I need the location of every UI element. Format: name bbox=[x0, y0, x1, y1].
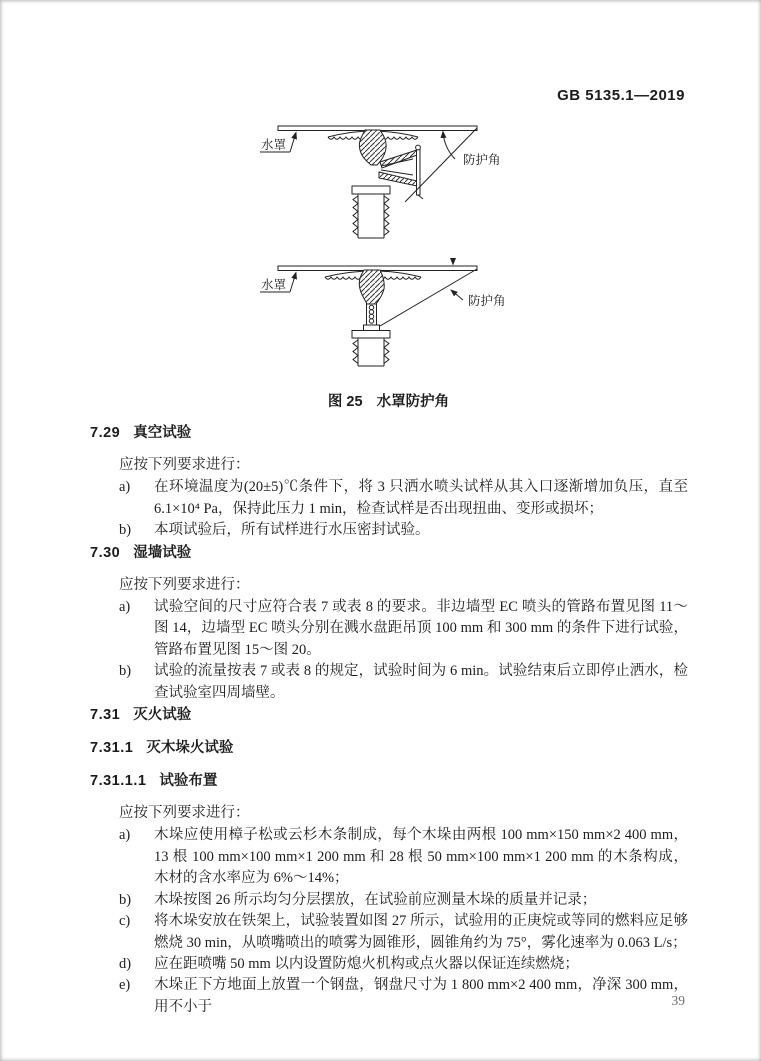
list-item bbox=[90, 661, 688, 704]
figure-caption-number: 图 25 bbox=[327, 394, 363, 410]
section-title: 湿墙试验 bbox=[133, 544, 192, 561]
protection-angle-line bbox=[380, 269, 477, 326]
item-text: 木垛应使用樟子松或云杉木条制成，每个木垛由两根 100 mm×150 mm×2 400 mm，13 根 100 mm×100 mm×1 200 mm 和 28 根 50 mm×100 mm×1 200 mm 的木条构成，木材的含水率应为 6%～14%； bbox=[154, 827, 688, 887]
item-label: a) bbox=[119, 827, 131, 844]
item-label: a) bbox=[119, 479, 131, 496]
label-leader-arrow bbox=[290, 273, 296, 293]
list-item bbox=[90, 597, 688, 661]
section-intro: 应按下列要求进行： bbox=[119, 576, 250, 593]
item-text: 应在距喷嘴 50 mm 以内设置防熄火机构或点火器以保证连续燃烧； bbox=[154, 955, 579, 972]
base-flange bbox=[352, 186, 390, 194]
item-text: 在环境温度为(20±5)℃条件下，将 3 只洒水喷头试样从其入口逐渐增加负压，直至 6.1×10⁴ Pa，保持此压力 1 min，检查试样是否出现扭曲、变形或损坏； bbox=[154, 479, 688, 517]
list-item bbox=[90, 825, 688, 889]
figure-25 bbox=[250, 112, 540, 384]
list-item bbox=[90, 890, 688, 911]
figure-25-bottom-diagram bbox=[250, 258, 540, 386]
item-label: b) bbox=[119, 663, 132, 680]
item-label: d) bbox=[119, 955, 132, 972]
figure-caption bbox=[90, 390, 687, 411]
list-item bbox=[90, 954, 688, 975]
angle-arc-arrow bbox=[443, 132, 455, 160]
section-heading-7-31-1 bbox=[90, 737, 688, 759]
item-text: 试验的流量按表 7 或表 8 的规定，试验时间为 6 min。试验结束后立即停止洒水，检查试验室四周墙壁。 bbox=[154, 663, 688, 701]
figure-caption-title: 水罩防护角 bbox=[376, 394, 450, 410]
section-number: 7.31 bbox=[90, 707, 121, 724]
sprinkler-body bbox=[359, 130, 386, 165]
angle-leader-arrow bbox=[451, 290, 463, 300]
list-item bbox=[90, 477, 688, 520]
item-text: 木垛正下方地面上放置一个钢盘，钢盘尺寸为 1 800 mm×2 400 mm，净深 300 mm，用不小于 bbox=[154, 977, 688, 1015]
section-number: 7.31.1.1 bbox=[90, 773, 147, 790]
section-heading-7-30 bbox=[90, 542, 688, 564]
item-label: a) bbox=[119, 599, 131, 616]
section-number: 7.29 bbox=[90, 425, 121, 441]
section-title: 灭木垛火试验 bbox=[146, 740, 234, 757]
list-item bbox=[90, 520, 688, 541]
sprinkler-body bbox=[359, 270, 384, 304]
base-flange bbox=[352, 331, 390, 339]
item-label: b) bbox=[119, 891, 132, 908]
section-heading-7-31 bbox=[90, 704, 688, 726]
page-number: 39 bbox=[671, 993, 685, 1008]
stem-flange bbox=[364, 325, 380, 331]
water-shield-label: 水罩 bbox=[261, 138, 287, 152]
item-label: e) bbox=[119, 977, 131, 994]
document-body bbox=[90, 422, 688, 1018]
water-shield-label: 水罩 bbox=[261, 278, 287, 292]
protection-angle-label: 防护角 bbox=[468, 294, 506, 308]
section-heading-7-31-1-1 bbox=[90, 770, 688, 792]
figure-25-top-diagram bbox=[250, 112, 540, 252]
item-text: 试验空间的尺寸应符合表 7 或表 8 的要求。非边墙型 EC 喷头的管路布置见图 11～图 14，边墙型 EC 喷头分别在溅水盘距吊顶 100 mm 和 300 mm 的条件下进行试验，管路布置见图 15～图 20。 bbox=[154, 599, 688, 658]
section-intro: 应按下列要求进行： bbox=[119, 457, 250, 473]
frame-arm-lower bbox=[379, 172, 417, 186]
standard-number: GB 5135.1—2019 bbox=[557, 87, 685, 104]
pin-hook bbox=[418, 195, 423, 199]
section-title: 真空试验 bbox=[133, 425, 192, 441]
pin-cap bbox=[416, 145, 421, 150]
section-heading-7-29 bbox=[90, 422, 688, 444]
section-number: 7.30 bbox=[90, 544, 121, 561]
section-number: 7.31.1 bbox=[90, 740, 134, 757]
label-leader-arrow bbox=[290, 133, 296, 153]
item-text: 将木垛安放在铁架上，试验装置如图 27 所示，试验用的正庚烷或等同的燃料应足够燃烧 30 min，从喷嘴喷出的喷雾为圆锥形，圆锥角约为 75°，雾化速率为 0.063 L/s； bbox=[154, 913, 688, 951]
item-label: b) bbox=[119, 522, 132, 539]
protection-angle-label: 防护角 bbox=[463, 153, 501, 167]
item-text: 本项试验后，所有试样进行水压密封试验。 bbox=[154, 522, 430, 539]
list-item bbox=[90, 975, 688, 1018]
section-title: 灭火试验 bbox=[133, 707, 192, 724]
item-text: 木垛按图 26 所示均匀分层摆放，在试验前应测量木垛的质量并记录； bbox=[154, 891, 597, 908]
section-intro: 应按下列要求进行： bbox=[119, 805, 250, 822]
list-item bbox=[90, 911, 688, 954]
section-title: 试验布置 bbox=[159, 773, 218, 790]
item-label: c) bbox=[119, 913, 131, 930]
